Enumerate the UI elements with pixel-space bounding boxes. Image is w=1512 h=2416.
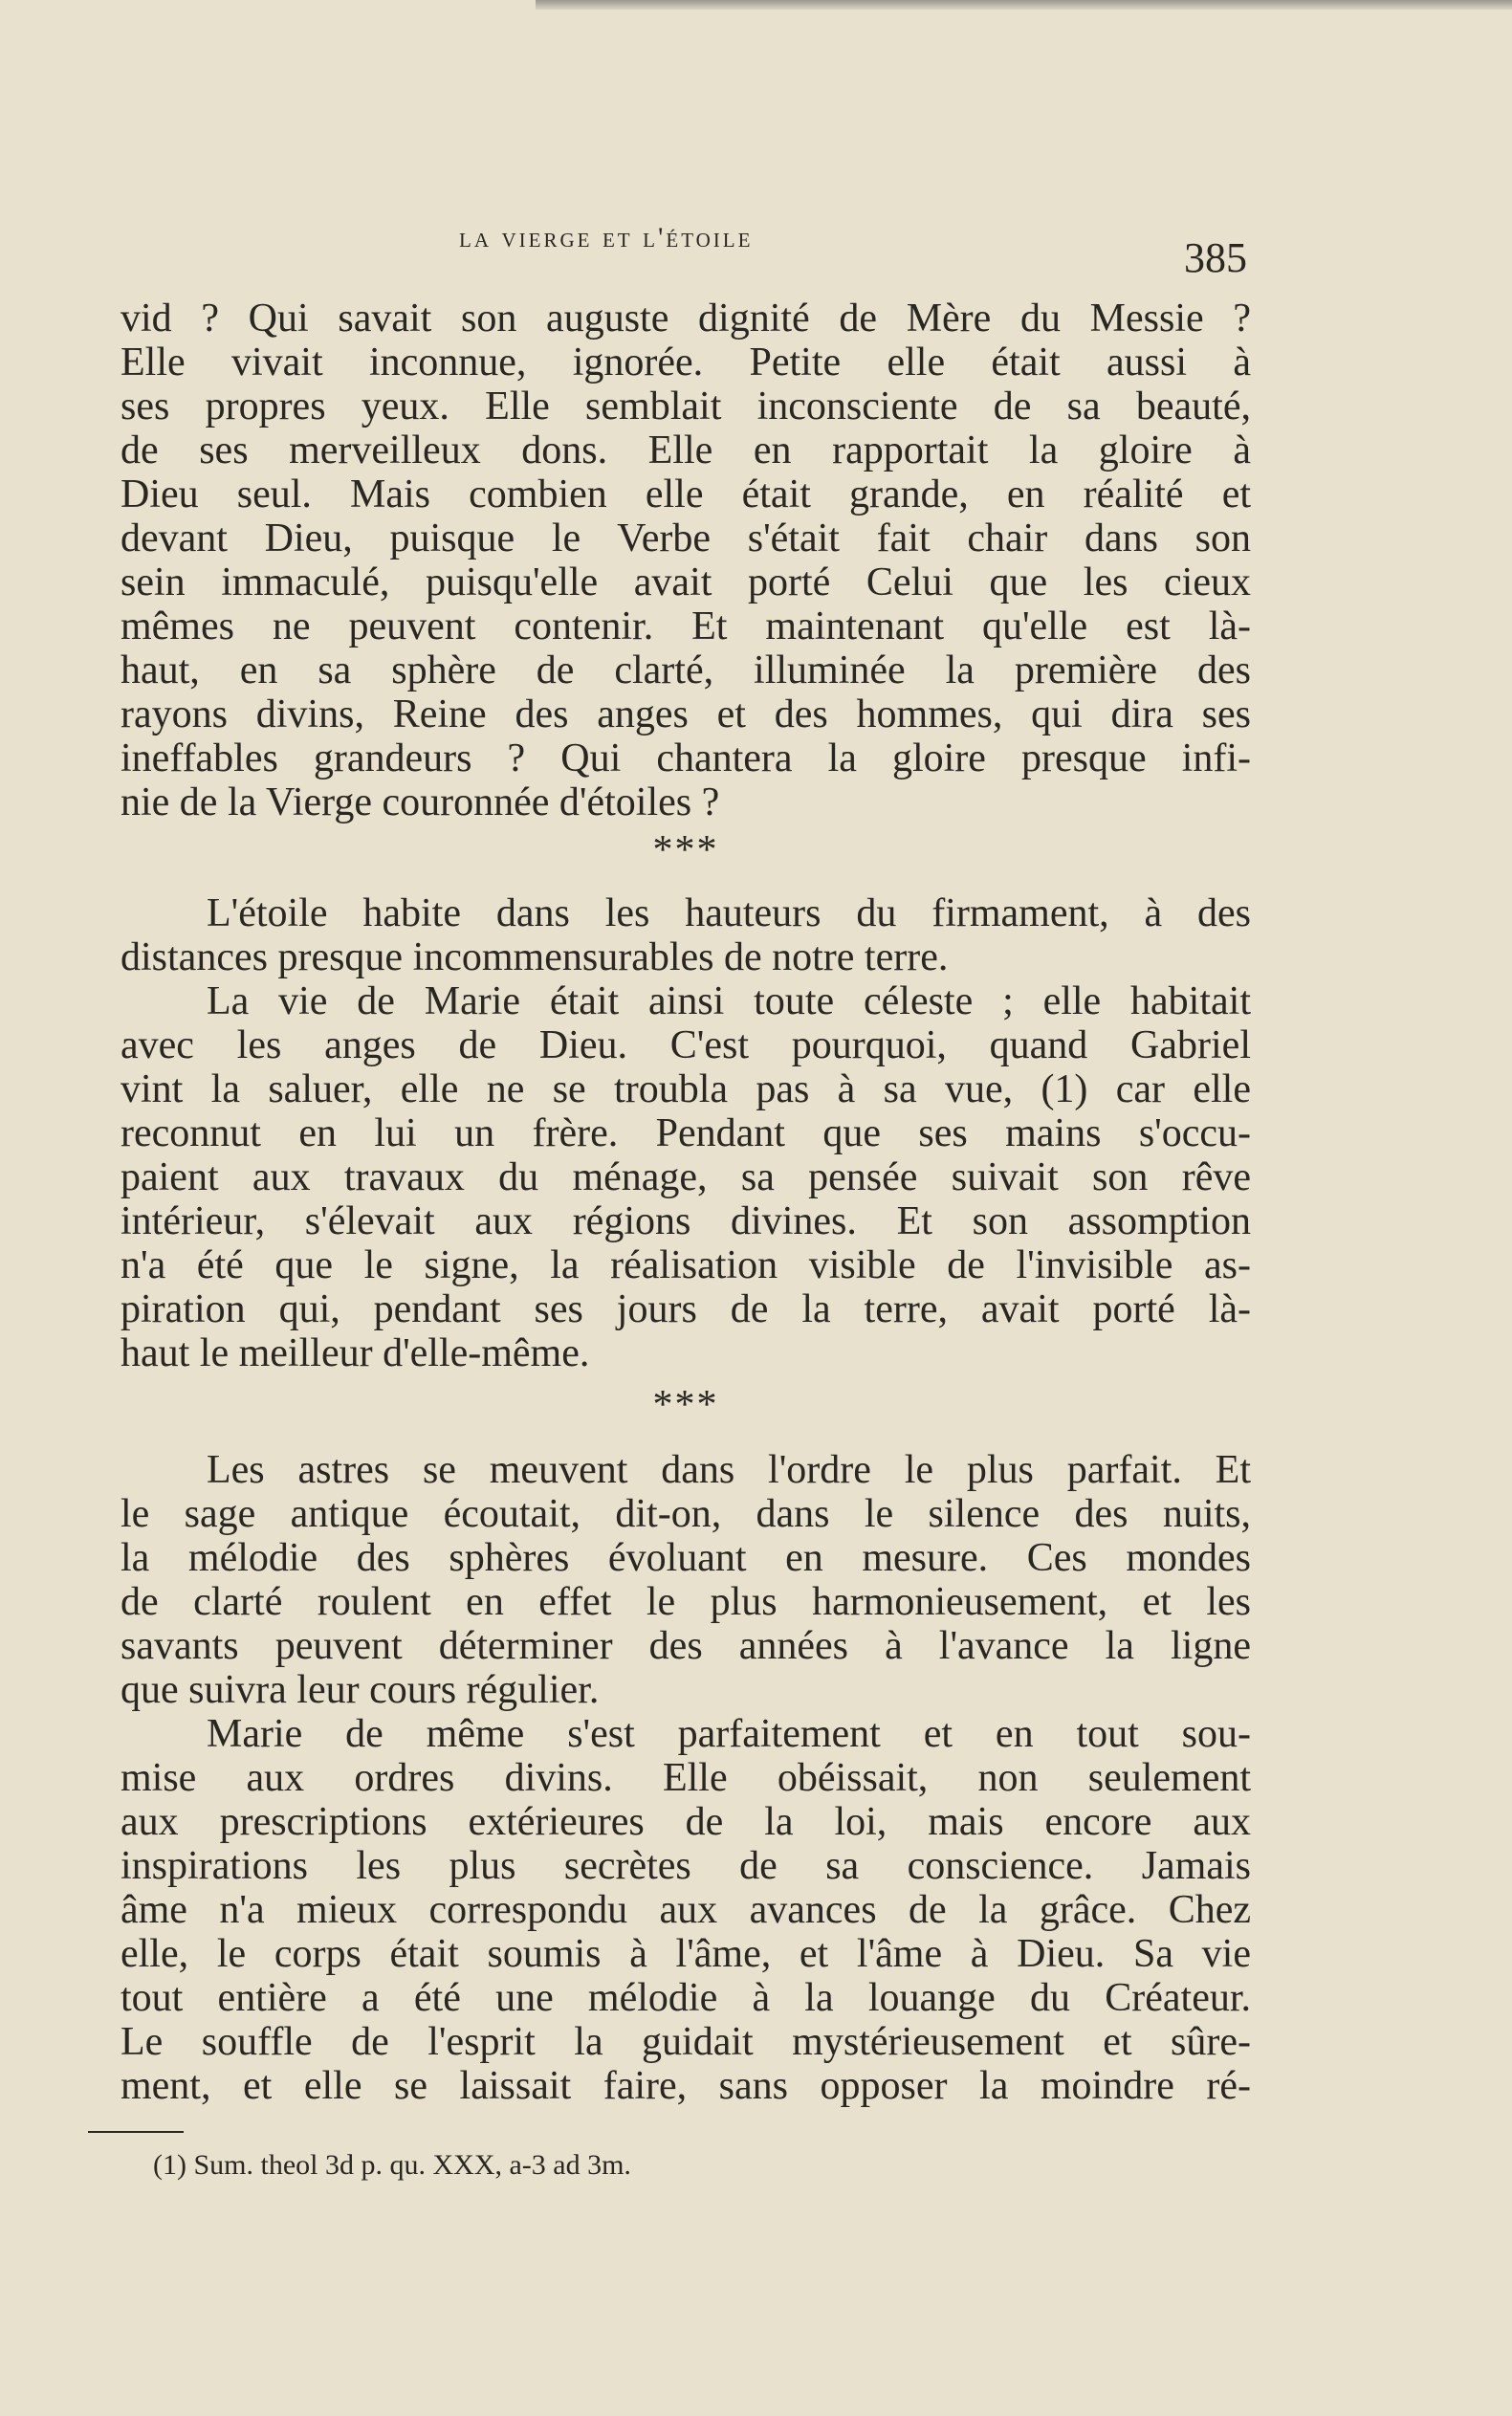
text-line: nie de la Vierge couronnée d'étoiles ? (121, 780, 720, 824)
text-line: avec les anges de Dieu. C'est pourquoi, quand Gabriel (121, 1023, 1251, 1067)
text-line: aux prescriptions extérieures de la loi, mais encore aux (121, 1800, 1251, 1844)
page-number: 385 (1184, 234, 1247, 281)
text-line: reconnut en lui un frère. Pendant que ses mains s'occu- (121, 1111, 1251, 1155)
footnote: (1) Sum. theol 3d p. qu. XXX, a-3 ad 3m. (153, 2149, 631, 2181)
text-line: Dieu seul. Mais combien elle était grande, en réalité et (121, 472, 1251, 516)
text-line: sein immaculé, puisqu'elle avait porté Celui que les cieux (121, 560, 1251, 604)
text-line: vid ? Qui savait son auguste dignité de Mère du Messie ? (121, 297, 1251, 340)
separator-asterism: *** (652, 828, 719, 872)
separator-asterism: *** (652, 1383, 719, 1427)
text-line: haut le meilleur d'elle-même. (121, 1331, 590, 1375)
section-separator (121, 828, 1251, 872)
text-line: Les astres se meuvent dans l'ordre le plus parfait. Et (207, 1448, 1251, 1492)
text-line: inspirations les plus secrètes de sa conscience. Jamais (121, 1844, 1251, 1888)
text-line: savants peuvent déterminer des années à l'avance la ligne (121, 1624, 1251, 1668)
text-line: Elle vivait inconnue, ignorée. Petite elle était aussi à (121, 340, 1251, 384)
text-line: paient aux travaux du ménage, sa pensée suivait son rêve (121, 1155, 1251, 1199)
text-line: ineffables grandeurs ? Qui chantera la gloire presque infi- (121, 736, 1251, 780)
text-line: que suivra leur cours régulier. (121, 1668, 600, 1712)
text-line: intérieur, s'élevait aux régions divines. Et son assomption (121, 1199, 1251, 1243)
text-line: Marie de même s'est parfaitement et en tout sou- (207, 1712, 1251, 1756)
text-line: devant Dieu, puisque le Verbe s'était fait chair dans son (121, 516, 1251, 560)
running-head: la vierge et l'étoile (459, 222, 754, 253)
text-line: mêmes ne peuvent contenir. Et maintenant qu'elle est là- (121, 604, 1251, 648)
text-line: tout entière a été une mélodie à la louange du Créateur. (121, 1976, 1251, 2020)
text-line: piration qui, pendant ses jours de la terre, avait porté là- (121, 1287, 1251, 1331)
text-line: elle, le corps était soumis à l'âme, et l'âme à Dieu. Sa vie (121, 1932, 1251, 1976)
text-line: de clarté roulent en effet le plus harmonieusement, et les (121, 1580, 1251, 1624)
text-line: le sage antique écoutait, dit-on, dans le silence des nuits, (121, 1492, 1251, 1536)
text-line: n'a été que le signe, la réalisation visible de l'invisible as- (121, 1243, 1251, 1287)
text-line: de ses merveilleux dons. Elle en rapportait la gloire à (121, 428, 1251, 472)
text-line: mise aux ordres divins. Elle obéissait, non seulement (121, 1756, 1251, 1800)
text-line: Le souffle de l'esprit la guidait mystérieusement et sûre- (121, 2020, 1251, 2064)
text-line: ses propres yeux. Elle semblait inconsciente de sa beauté, (121, 384, 1251, 428)
section-separator (121, 1383, 1251, 1427)
text-line: rayons divins, Reine des anges et des hommes, qui dira ses (121, 692, 1251, 736)
text-line: L'étoile habite dans les hauteurs du firmament, à des (207, 891, 1251, 935)
text-line: distances presque incommensurables de notre terre. (121, 935, 949, 979)
text-line: La vie de Marie était ainsi toute céleste ; elle habitait (207, 979, 1251, 1023)
text-line: la mélodie des sphères évoluant en mesure. Ces mondes (121, 1536, 1251, 1580)
text-line: vint la saluer, elle ne se troubla pas à sa vue, (1) car elle (121, 1067, 1251, 1111)
text-line: ment, et elle se laissait faire, sans opposer la moindre ré- (121, 2064, 1251, 2108)
footnote-rule (88, 2131, 184, 2133)
text-line: haut, en sa sphère de clarté, illuminée la première des (121, 648, 1251, 692)
text-line: âme n'a mieux correspondu aux avances de la grâce. Chez (121, 1888, 1251, 1932)
